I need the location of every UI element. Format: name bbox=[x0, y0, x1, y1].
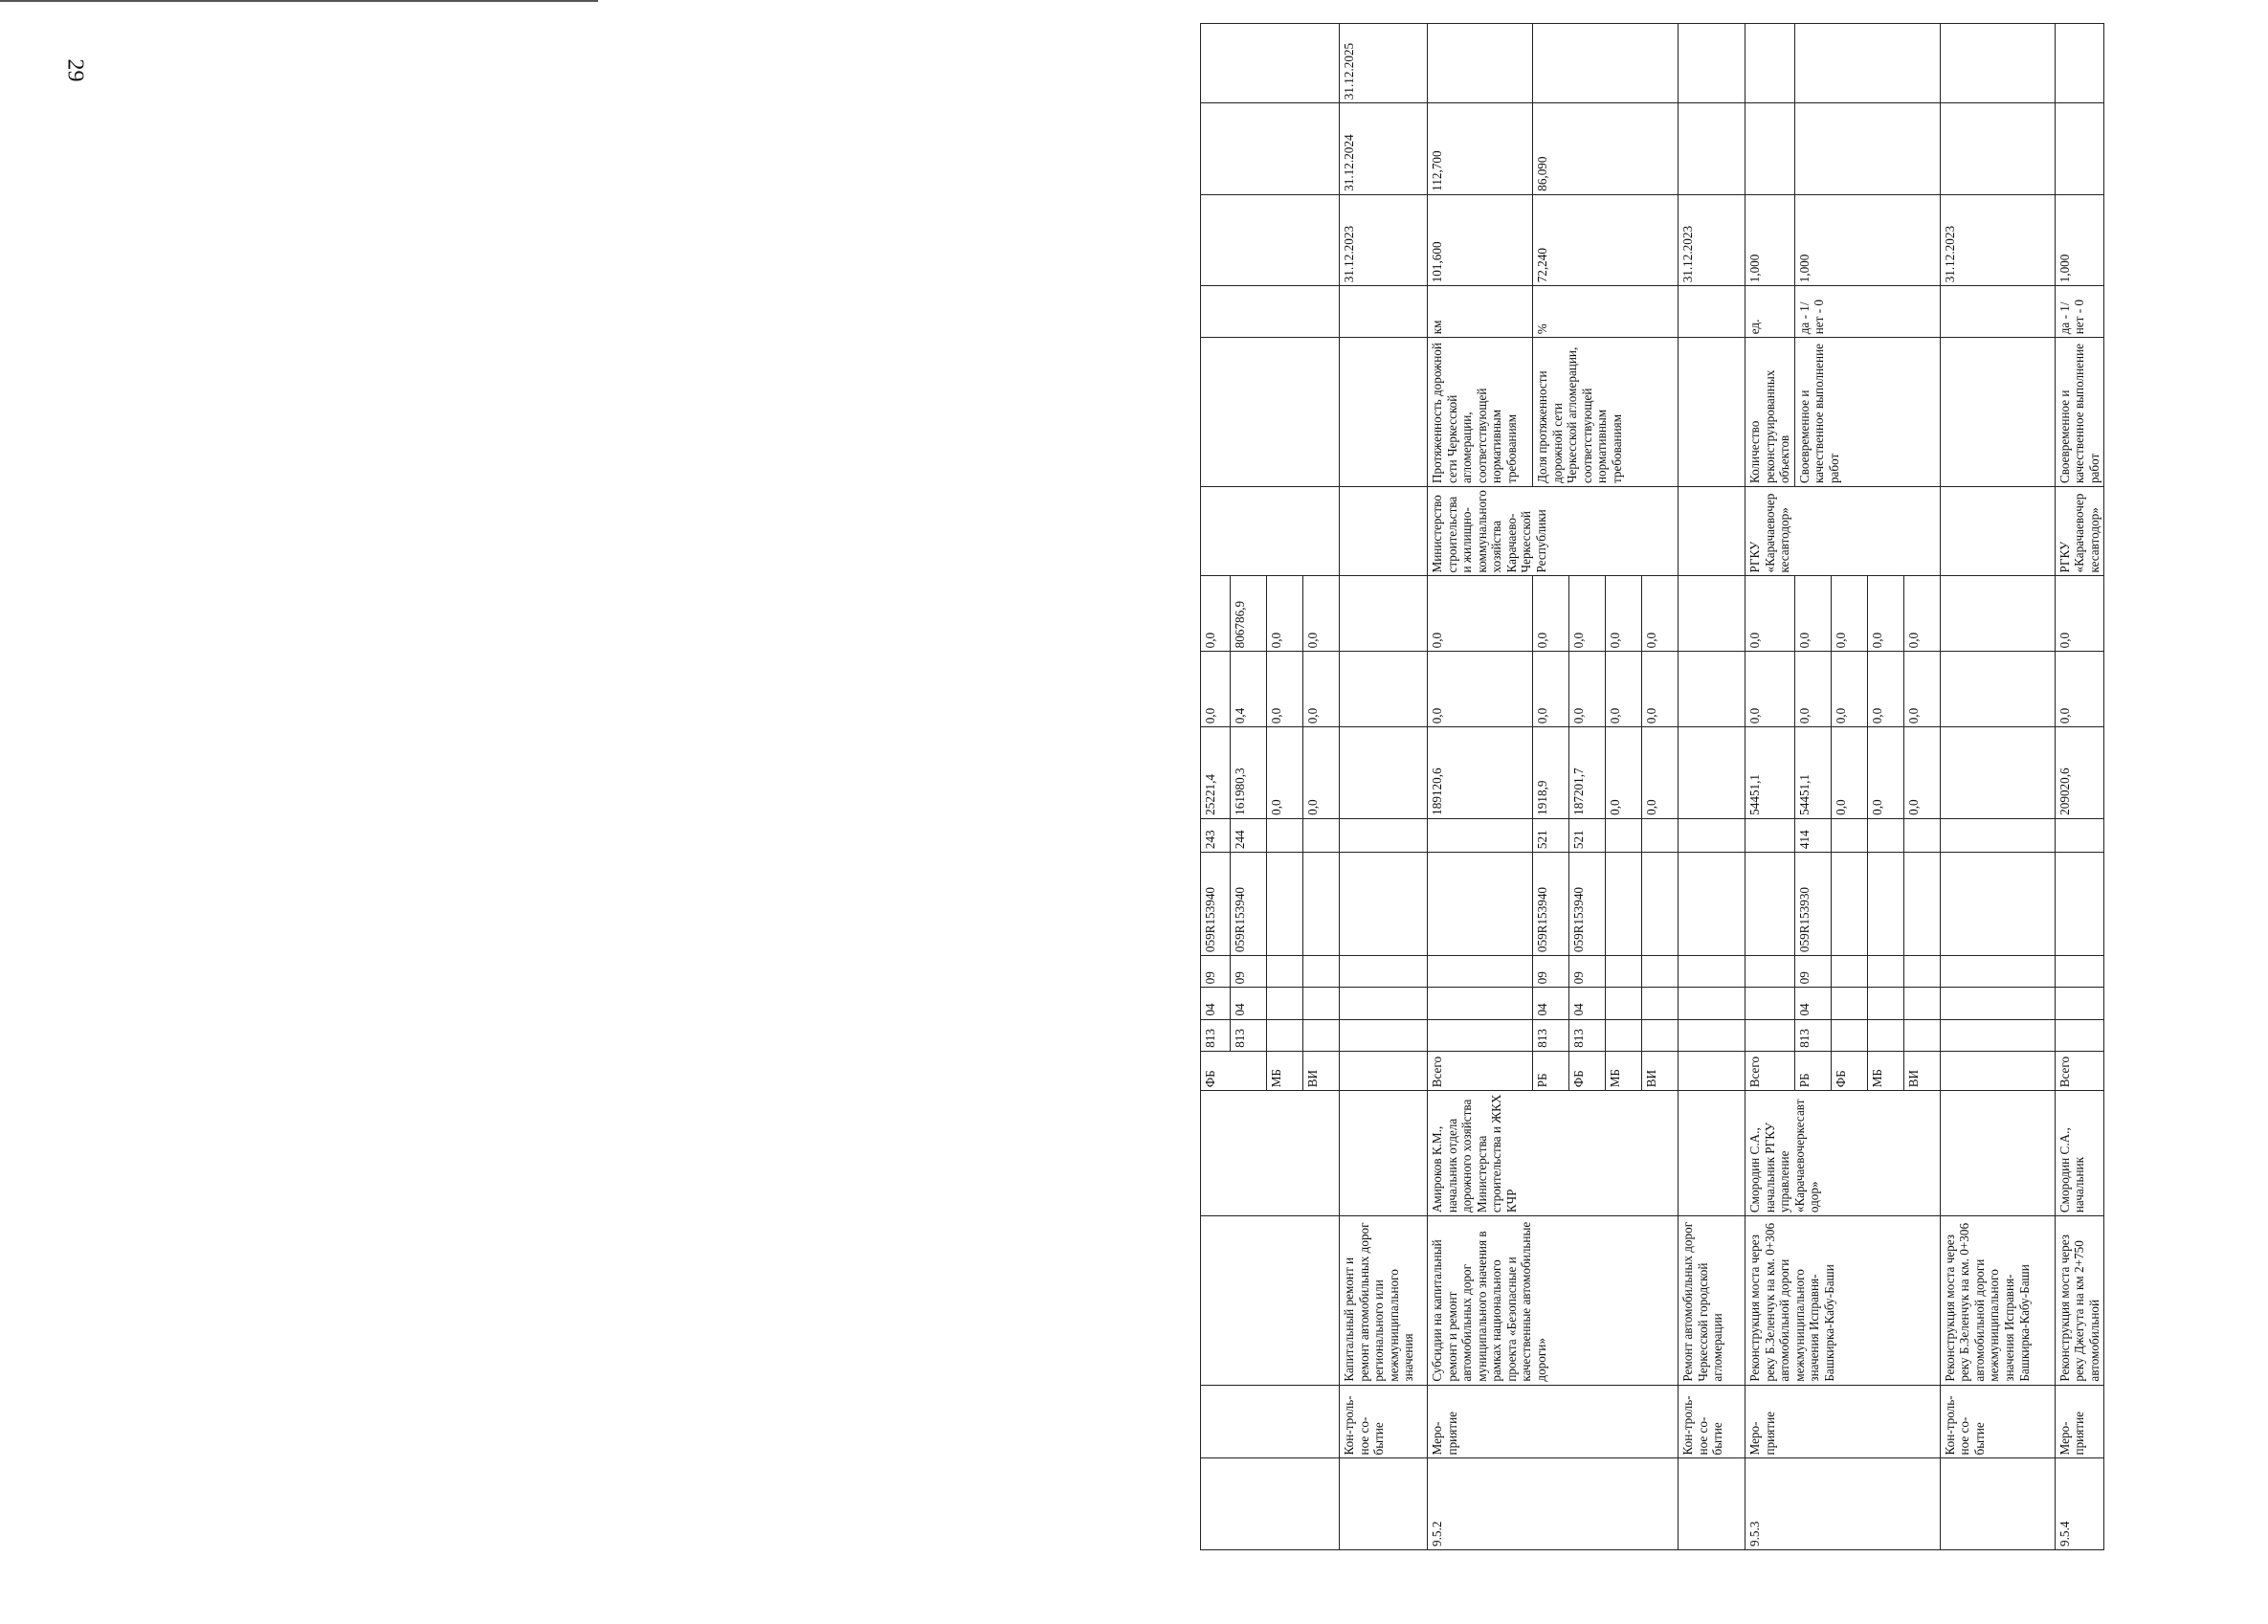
table-row: ВИ 0,0 0,0 0,0 bbox=[1642, 24, 1679, 1550]
table-row: ФБ 813 04 09 059R153940 243 25221,4 0,0 0,0 bbox=[1201, 24, 1231, 1550]
table-row: Кон-троль-ное со-бытие Реконструкция моста через реку Б.Зеленчук на км. 0+306 автомобильной дороги межмуниципального значения Исправня-Башкирка-Кабу-Баши 31.12.2023 bbox=[1940, 24, 2055, 1550]
table-row: РБ 813 04 09 059R153940 521 1918,9 0,0 0,0 Доля протяженности дорожной сети Черкесской агломерации, соответствующей нормативным требованиям % 72,240 86,090 bbox=[1533, 24, 1569, 1550]
table-row: Кон-троль-ное со-бытие Ремонт автомобильных дорог Черкесской городской агломерации 31.12.2023 bbox=[1679, 24, 1745, 1550]
rotated-page bbox=[1120, 0, 2268, 1589]
top-rule bbox=[0, 0, 598, 2]
table-row: МБ 0,0 0,0 0,0 bbox=[1606, 24, 1642, 1550]
table-row: 813 04 09 059R153940 244 161980,3 0,4 806786,9 bbox=[1231, 24, 1267, 1550]
table-row: ВИ 0,0 0,0 0,0 bbox=[1303, 24, 1340, 1550]
table-row: 9.5.2 Меро-приятие Субсидии на капитальный ремонт и ремонт автомобильных дорог муниципального значения в рамках национального проекта «Безопасные и качественные автомобильные дороги» Амироков К.М., начальник отдела дорожного хозяйства Министерства строительства и ЖКХ КЧР Всего 189120,6 0,0 0,0 Министерство строительства и жилищно-коммунального хозяйства Карачаево-Черкесской Республики Протяженность дорожной сети Черкесской агломерации, соответствующей нормативным требованиям км 101,600 112,700 bbox=[1428, 24, 1533, 1550]
table-row: ФБ 0,0 0,0 0,0 bbox=[1831, 24, 1867, 1550]
table-row: МБ 0,0 0,0 0,0 bbox=[1867, 24, 1903, 1550]
table-row: ФБ 813 04 09 059R153940 521 187201,7 0,0 0,0 bbox=[1569, 24, 1606, 1550]
table-row: ВИ 0,0 0,0 0,0 bbox=[1903, 24, 1940, 1550]
table-row: РБ 813 04 09 059R153930 414 54451,1 0,0 0,0 Своевременное и качественное выполнение работ да - 1/ нет - 0 1,000 bbox=[1794, 24, 1831, 1550]
page-number: 29 bbox=[62, 58, 88, 82]
table-row: 9.5.4 Меро-приятие Реконструкция моста через реку Джегута на км 2+750 автомобильной Смородин С.А., начальник Всего 209020,6 0,0 0,0 РГКУ «Карачаевочеркесавтодор» Своевременное и качественное выполнение работ да - 1/ нет - 0 1,000 bbox=[2055, 24, 2104, 1550]
program-table bbox=[1200, 23, 2104, 1550]
table-row: Кон-троль-ное со-бытие Капитальный ремонт и ремонт автомобильных дорог регионального или межмуниципального значения 31.12.2023 31.12.2024 31.12.2025 bbox=[1340, 24, 1428, 1550]
table-row: 9.5.3 Меро-приятие Реконструкция моста через реку Б.Зеленчук на км. 0+306 автомобильной дороги межмуниципального значения Исправня-Башкирка-Кабу-Баши Смородин С.А., начальник РГКУ управление «Карачаевочеркесавтодор» Всего 54451,1 0,0 0,0 РГКУ «Карачаевочеркесавтодор» Количество реконструированных объектов ед. 1,000 bbox=[1745, 24, 1795, 1550]
table-row: МБ 0,0 0,0 0,0 bbox=[1267, 24, 1303, 1550]
